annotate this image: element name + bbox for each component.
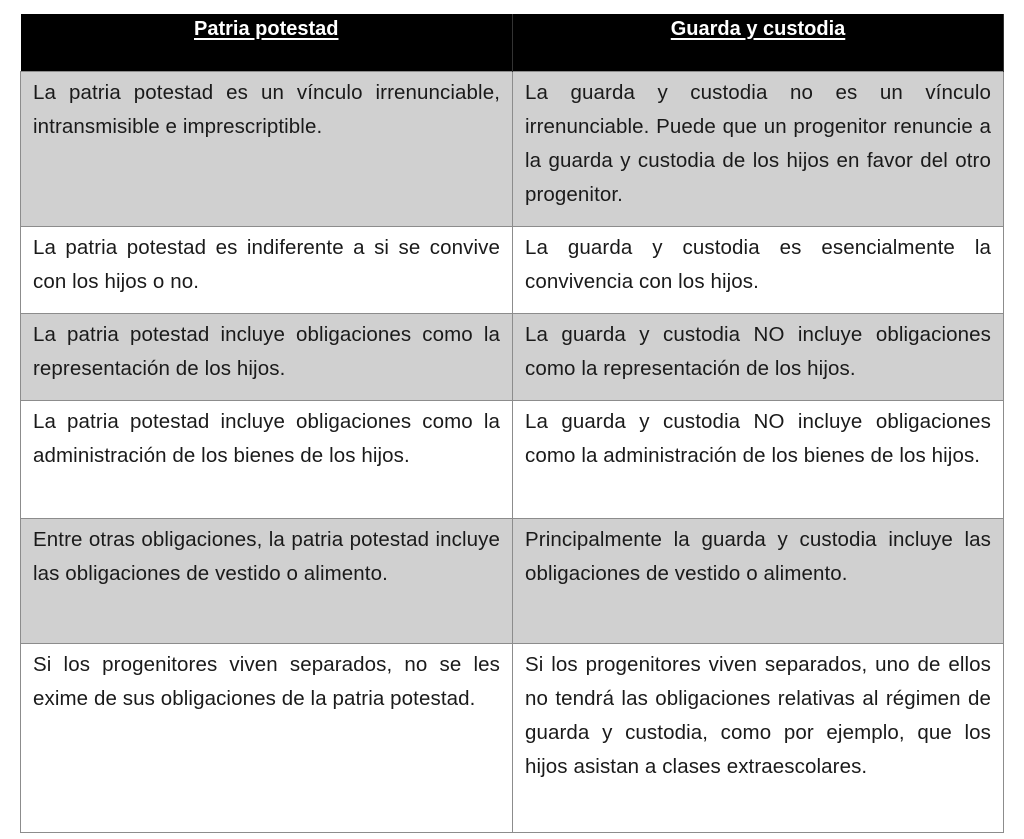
cell-patria-potestad: La patria potestad incluye obligaciones como la administración de los bienes de los hijos. [21, 401, 513, 519]
cell-guarda-custodia: La guarda y custodia no es un vínculo irrenunciable. Puede que un progenitor renuncie a la guarda y custodia de los hijos en favor del otro progenitor. [513, 72, 1004, 227]
header-row [21, 14, 1004, 72]
table-row [21, 519, 1004, 644]
cell-patria-potestad: Si los progenitores viven separados, no se les exime de sus obligaciones de la patria potestad. [21, 644, 513, 833]
cell-guarda-custodia: Principalmente la guarda y custodia incluye las obligaciones de vestido o alimento. [513, 519, 1004, 644]
table-row [21, 72, 1004, 227]
cell-patria-potestad: La patria potestad incluye obligaciones como la representación de los hijos. [21, 314, 513, 401]
comparison-table [20, 14, 1004, 833]
header-patria-potestad: Patria potestad [21, 14, 513, 72]
table-row [21, 314, 1004, 401]
cell-guarda-custodia: La guarda y custodia NO incluye obligaciones como la representación de los hijos. [513, 314, 1004, 401]
cell-patria-potestad: La patria potestad es un vínculo irrenunciable, intransmisible e imprescriptible. [21, 72, 513, 227]
table-row [21, 644, 1004, 833]
cell-guarda-custodia: Si los progenitores viven separados, uno de ellos no tendrá las obligaciones relativas al régimen de guarda y custodia, como por ejemplo, que los hijos asistan a clases extraescolares. [513, 644, 1004, 833]
cell-patria-potestad: La patria potestad es indiferente a si se convive con los hijos o no. [21, 227, 513, 314]
cell-guarda-custodia: La guarda y custodia es esencialmente la convivencia con los hijos. [513, 227, 1004, 314]
table-row [21, 401, 1004, 519]
cell-patria-potestad: Entre otras obligaciones, la patria potestad incluye las obligaciones de vestido o alimento. [21, 519, 513, 644]
table-row [21, 227, 1004, 314]
cell-guarda-custodia: La guarda y custodia NO incluye obligaciones como la administración de los bienes de los hijos. [513, 401, 1004, 519]
header-guarda-custodia: Guarda y custodia [513, 14, 1004, 72]
